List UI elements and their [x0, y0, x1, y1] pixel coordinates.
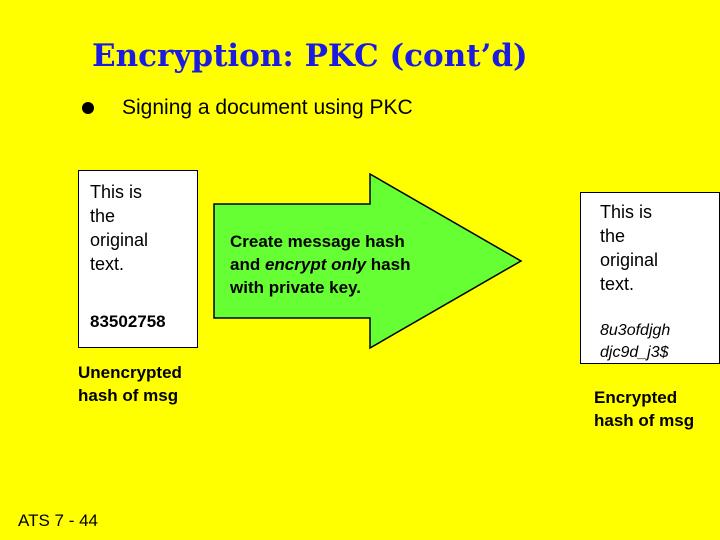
doc-line: This is [600, 202, 653, 222]
hash-line: djc9d_j3$ [600, 344, 669, 361]
arrow-line-3: with private key. [230, 278, 362, 297]
slide-title: Encryption: PKC (cont’d) [92, 38, 528, 74]
doc-line: This is [90, 182, 143, 202]
caption-line: Encrypted [594, 388, 678, 407]
arrow-line-2-part: hash [366, 255, 411, 274]
doc-line: original [600, 250, 659, 270]
bullet-text: Signing a document using PKC [122, 96, 413, 119]
bullet-dot-icon [82, 102, 94, 114]
encrypted-hash-value [600, 320, 670, 364]
hash-line: 8u3ofdjgh [600, 322, 671, 339]
doc-line: original [90, 230, 149, 250]
signed-document-text [600, 200, 700, 296]
slide-number: ATS 7 - 44 [18, 511, 98, 530]
arrow-caption [230, 230, 410, 299]
original-document-text [90, 180, 190, 276]
arrow-line-1: Create message hash [230, 232, 405, 251]
arrow-line-2-emphasis: encrypt only [264, 255, 367, 274]
encrypted-hash-caption [594, 386, 694, 432]
caption-line: hash of msg [78, 386, 179, 405]
caption-line: hash of msg [594, 411, 695, 430]
doc-line: text. [600, 274, 635, 294]
caption-line: Unencrypted [78, 363, 182, 382]
unencrypted-hash-value: 83502758 [90, 312, 166, 331]
arrow-line-2 [230, 253, 410, 276]
bullet-item [82, 96, 413, 120]
doc-line: text. [90, 254, 125, 274]
doc-line: the [600, 226, 626, 246]
unencrypted-hash-caption [78, 361, 182, 407]
doc-line: the [90, 206, 116, 226]
arrow-line-2-part: and [230, 255, 265, 274]
